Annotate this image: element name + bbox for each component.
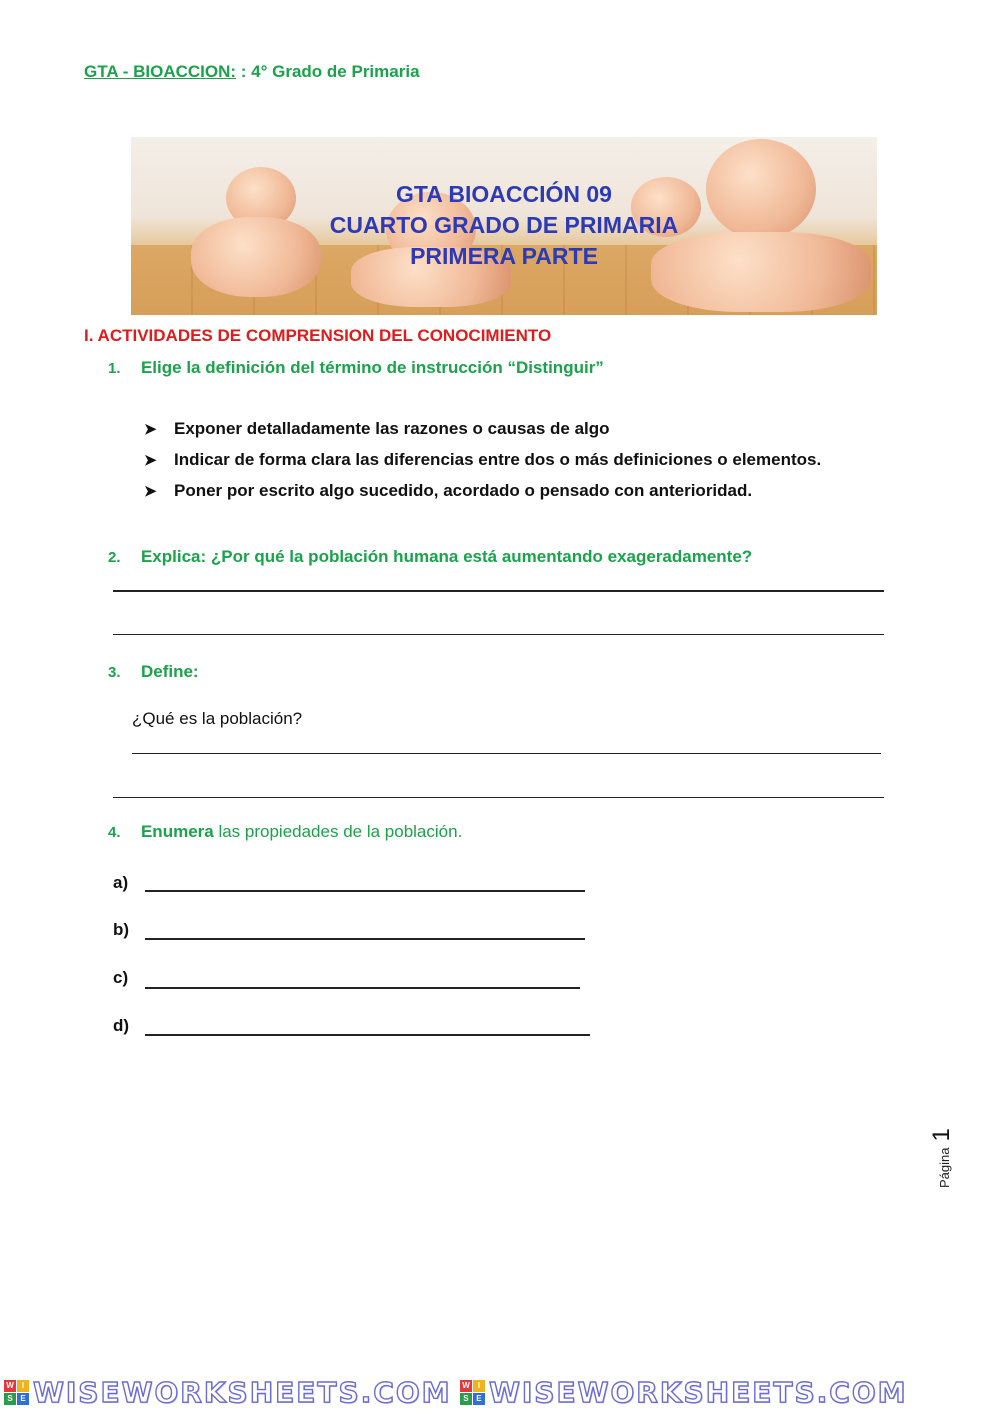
enum-label: c): [113, 968, 129, 987]
enum-answer-line[interactable]: [145, 938, 585, 940]
header-grade: : 4° Grado de Primaria: [236, 62, 420, 81]
option-item[interactable]: [144, 419, 610, 439]
option-item[interactable]: [144, 481, 752, 501]
question-number: 2.: [108, 549, 121, 566]
answer-line[interactable]: [113, 634, 884, 635]
question-2: [108, 547, 752, 567]
question-4: [108, 822, 462, 842]
option-item[interactable]: [144, 450, 821, 470]
question-number: 3.: [108, 664, 121, 681]
question-text: Explica: ¿Por qué la población humana está aumentando exageradamente?: [140, 547, 753, 566]
banner-line-2: CUARTO GRADO DE PRIMARIA: [329, 212, 679, 238]
enum-answer-line[interactable]: [145, 890, 585, 892]
enum-label: a): [113, 873, 129, 892]
footer-watermark: [0, 1376, 1000, 1413]
question-text: Elige la definición del término de instrucción “Distinguir”: [140, 358, 604, 377]
banner-line-1: GTA BIOACCIÓN 09: [396, 181, 612, 207]
banner-line-3: PRIMERA PARTE: [410, 243, 598, 269]
page-label: Página: [937, 1147, 952, 1188]
question-prompt: ¿Qué es la población?: [132, 709, 303, 728]
enum-answer-line[interactable]: [145, 987, 580, 989]
watermark-text: WISEWORKSHEETS.COM: [33, 1376, 452, 1409]
option-text: Exponer detalladamente las razones o causas de algo: [174, 419, 610, 438]
option-text: Poner por escrito algo sucedido, acordado o pensado con anterioridad.: [174, 481, 753, 500]
question-text: Define:: [140, 662, 199, 681]
watermark-text: WISEWORKSHEETS.COM: [488, 1376, 908, 1409]
section-title: I. ACTIVIDADES DE COMPRENSION DEL CONOCIMIENTO: [84, 326, 552, 345]
page-number-value: 1: [928, 1128, 955, 1142]
option-text: Indicar de forma clara las diferencias entre dos o más definiciones o elementos.: [174, 450, 822, 469]
wiseworksheets-logo-icon: W I S E: [4, 1380, 29, 1405]
question-text: las propiedades de la población.: [213, 822, 463, 841]
header-label: GTA - BIOACCION:: [84, 62, 237, 81]
answer-line[interactable]: [113, 797, 884, 798]
banner-title: [131, 179, 877, 272]
arrow-bullet-icon: ➤: [144, 421, 157, 438]
page-number: [928, 1108, 988, 1188]
question-1: [108, 358, 604, 378]
question-number: 1.: [108, 360, 121, 377]
wiseworksheets-logo-icon: W I S E: [460, 1380, 485, 1405]
arrow-bullet-icon: ➤: [144, 483, 157, 500]
question-3: [108, 662, 199, 682]
enum-answer-line[interactable]: [145, 1034, 590, 1036]
answer-line[interactable]: [113, 590, 884, 592]
answer-line[interactable]: [132, 753, 881, 754]
arrow-bullet-icon: ➤: [144, 452, 157, 469]
banner-image: [131, 137, 877, 315]
enum-label: b): [113, 920, 130, 939]
question-verb: Enumera: [140, 822, 214, 841]
document-header: [84, 62, 420, 82]
question-number: 4.: [108, 824, 121, 841]
enum-label: d): [113, 1016, 130, 1035]
